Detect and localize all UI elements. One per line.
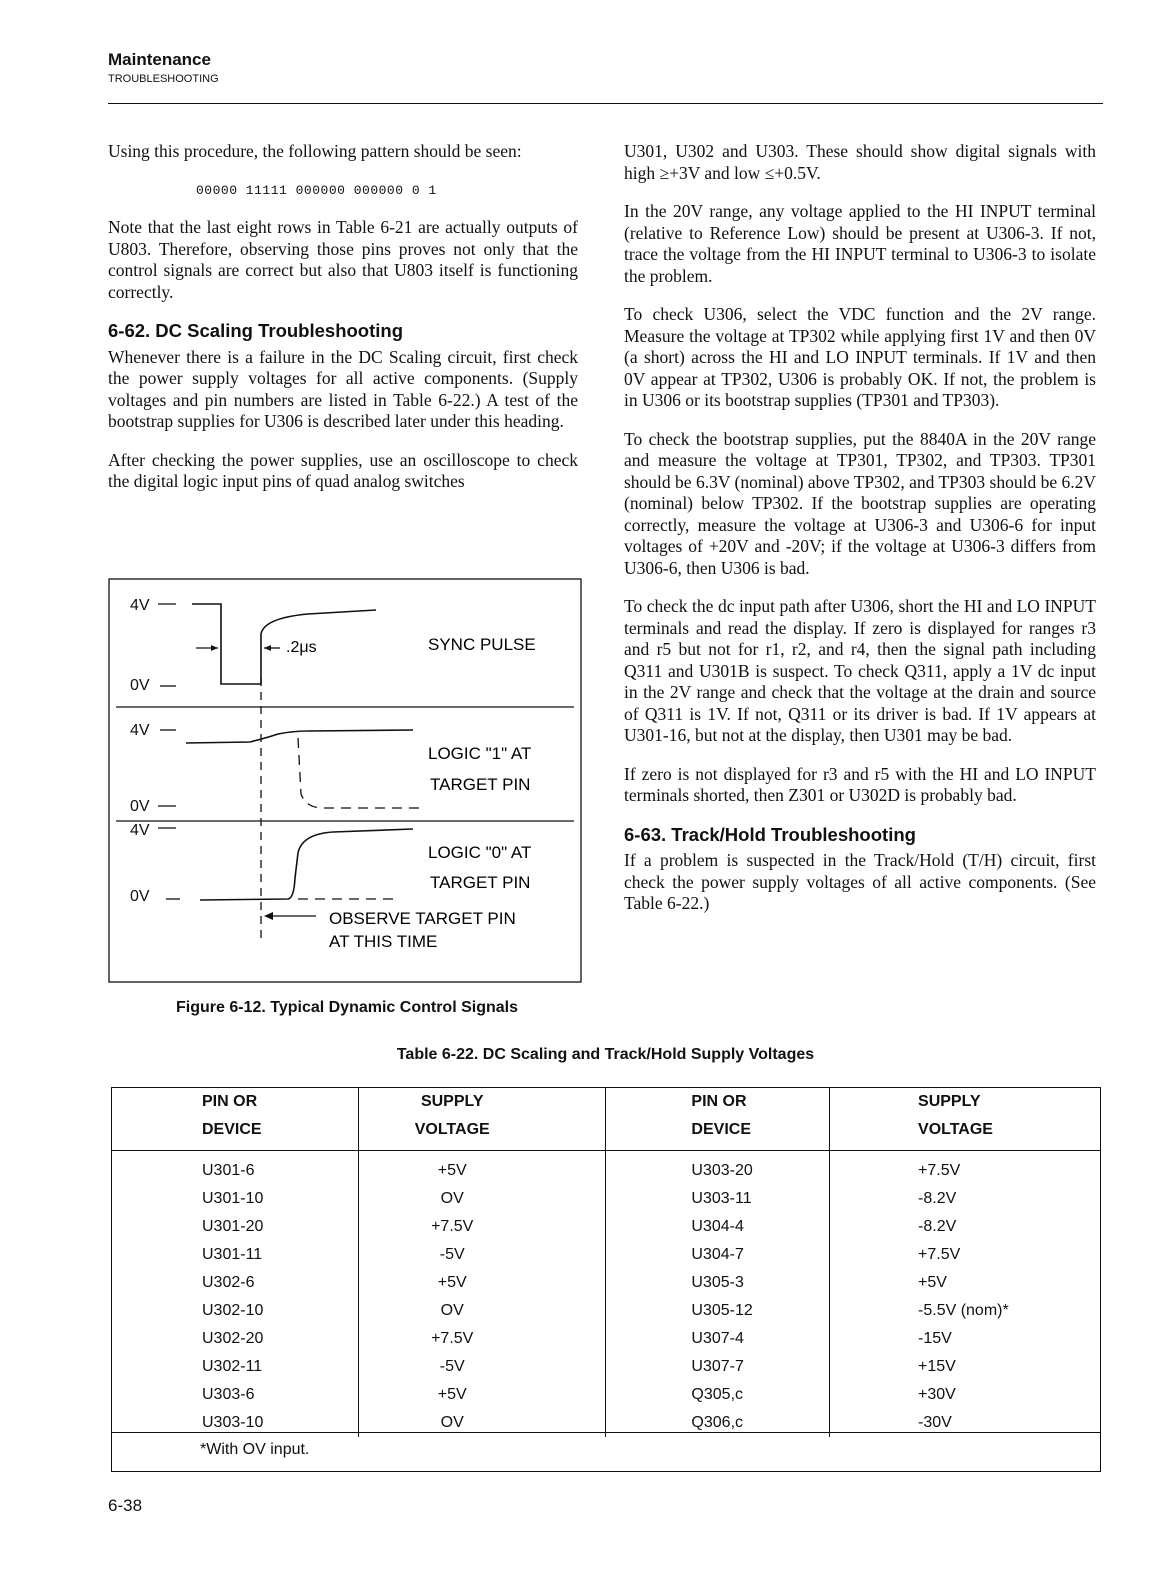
table-row	[112, 1353, 1100, 1381]
observe-label-line2: AT THIS TIME	[329, 932, 438, 951]
supply-voltage-cell: -5V	[359, 1241, 606, 1269]
logic0-waveform	[200, 829, 413, 900]
label-0v-logic0: 0V	[130, 888, 150, 905]
timing-diagram	[108, 578, 582, 983]
note-paragraph: Note that the last eight rows in Table 6-21 are actually outputs of U803. Therefore, observing those pins proves not only that the control signals are correct but also that U803 itself is functioning correctly.	[108, 217, 578, 302]
supply-voltage-cell: +5V	[359, 1269, 606, 1297]
supply-voltage-cell: +5V	[359, 1151, 606, 1186]
supply-voltage-cell: +7.5V	[918, 1246, 961, 1263]
table-row	[112, 1269, 1100, 1297]
observe-label-line1: OBSERVE TARGET PIN	[329, 909, 516, 928]
supply-voltage-cell: -5V	[359, 1353, 606, 1381]
dc-scaling-paragraph-1: Whenever there is a failure in the DC Scaling circuit, first check the power supply voltages for all active components. (Supply voltages and pin numbers are listed in Table 6-22.) A test of the bootstrap supplies for U306 is described later under this heading.	[108, 346, 578, 431]
figure-caption: Figure 6-12. Typical Dynamic Control Signals	[175, 999, 518, 1016]
label-4v-logic0: 4V	[130, 822, 150, 839]
supply-voltage-cell: +30V	[918, 1386, 956, 1403]
intro-paragraph: Using this procedure, the following pattern should be seen:	[108, 141, 522, 161]
sync-pulse-waveform	[192, 604, 376, 684]
supply-voltage-cell: OV	[359, 1185, 606, 1213]
header-supply-voltage-1-line2: VOLTAGE	[359, 1116, 606, 1151]
pin-device-cell: U305-3	[606, 1269, 830, 1297]
table-row	[112, 1185, 1100, 1213]
pin-device-cell: U303-10	[112, 1409, 359, 1437]
track-hold-paragraph: If a problem is suspected in the Track/Hold (T/H) circuit, first check the power supply voltages of all active components. (See Table 6-22.)	[624, 850, 1096, 913]
pin-device-cell: U302-10	[112, 1297, 359, 1325]
u306-check-paragraph: To check U306, select the VDC function and the 2V range. Measure the voltage at TP302 while applying first 1V and then 0V (a short) across the HI and LO INPUT terminals. If 1V and then 0V appear at TP302, U306 is probably OK. If not, the problem is in U306 or its bootstrap supplies (TP301 and TP303).	[624, 304, 1096, 410]
supply-voltage-cell: +5V	[359, 1381, 606, 1409]
logic1-label-line2: TARGET PIN	[430, 775, 531, 794]
supply-voltage-table	[111, 1087, 1101, 1472]
label-4v-sync: 4V	[130, 597, 150, 614]
right-column	[624, 141, 1096, 932]
bit-pattern: 00000 11111 000000 000000 0 1	[196, 182, 437, 198]
left-column	[108, 141, 578, 510]
label-4v-logic1: 4V	[130, 722, 150, 739]
logic1-waveform	[186, 730, 413, 743]
pin-device-cell: U305-12	[606, 1297, 830, 1325]
switch-signals-paragraph: U301, U302 and U303. These should show digital signals with high ≥+3V and low ≤+0.5V.	[624, 141, 1096, 183]
table-row	[112, 1241, 1100, 1269]
logic1-dashed-transition	[298, 738, 420, 808]
supply-voltage-cell: +5V	[918, 1274, 947, 1291]
heading-dc-scaling: 6-62. DC Scaling Troubleshooting	[108, 320, 404, 341]
pin-device-cell: U303-20	[606, 1151, 830, 1186]
pin-device-cell: U301-11	[112, 1241, 359, 1269]
page-number: 6-38	[108, 1496, 143, 1515]
pin-device-cell: U301-20	[112, 1213, 359, 1241]
section-subtitle: TROUBLESHOOTING	[108, 73, 219, 85]
table-row	[112, 1297, 1100, 1325]
header-pin-device-1-line2: DEVICE	[112, 1116, 359, 1151]
table-row	[112, 1381, 1100, 1409]
pin-device-cell: U301-10	[112, 1185, 359, 1213]
label-0v-sync: 0V	[130, 677, 150, 694]
pulse-width-label: .2μs	[286, 639, 317, 656]
table-caption: Table 6-22. DC Scaling and Track/Hold Supply Voltages	[396, 1046, 815, 1063]
pin-device-cell: U304-4	[606, 1213, 830, 1241]
table-footnote	[112, 1432, 1100, 1471]
pin-device-cell: U302-11	[112, 1353, 359, 1381]
supply-voltage-cell: -5.5V (nom)*	[918, 1302, 1009, 1319]
supply-voltage-cell: -30V	[918, 1414, 952, 1431]
pin-device-cell: U302-20	[112, 1325, 359, 1353]
header-pin-device-2: PIN OR	[606, 1088, 830, 1116]
supply-voltage-cell: -15V	[918, 1330, 952, 1347]
pin-device-cell: U307-4	[606, 1325, 830, 1353]
dc-input-path-paragraph: To check the dc input path after U306, short the HI and LO INPUT terminals and read the display. If zero is displayed for ranges r3 and r5 but not for r1, r2, and r4, then the signal path including Q311 and U301B is suspect. To check Q311, apply a 1V dc input in the 2V range and check that the voltage at the drain and source of Q311 is 1V. If not, Q311 or its driver is bad. If 1V appears at U301-16, but not at the display, then U301 may be bad.	[624, 596, 1096, 745]
pin-device-cell: U304-7	[606, 1241, 830, 1269]
supply-table-grid	[112, 1088, 1100, 1437]
pin-device-cell: U302-6	[112, 1269, 359, 1297]
supply-voltage-cell: OV	[359, 1409, 606, 1437]
logic0-label-line1: LOGIC "0" AT	[428, 843, 532, 862]
heading-track-hold: 6-63. Track/Hold Troubleshooting	[624, 823, 916, 845]
header-pin-device-1: PIN OR	[112, 1088, 359, 1116]
footnote-text: *With OV input.	[200, 1441, 310, 1458]
header-pin-device-2-line2: DEVICE	[606, 1116, 830, 1151]
supply-table-body	[112, 1151, 1100, 1438]
header-supply-voltage-2-line2: VOLTAGE	[830, 1116, 1100, 1151]
label-0v-logic1: 0V	[130, 798, 150, 815]
supply-voltage-cell: +7.5V	[359, 1213, 606, 1241]
table-row	[112, 1325, 1100, 1353]
supply-voltage-cell: -8.2V	[918, 1190, 957, 1207]
sync-pulse-label: SYNC PULSE	[428, 635, 536, 654]
hi-input-paragraph: In the 20V range, any voltage applied to the HI INPUT terminal (relative to Reference Low) should be present at U306-3. If not, trace the voltage from the HI INPUT terminal to U306-3 to isolate the problem.	[624, 201, 1096, 286]
supply-voltage-cell: -8.2V	[918, 1218, 957, 1235]
table-row	[112, 1213, 1100, 1241]
supply-voltage-cell: +7.5V	[359, 1325, 606, 1353]
supply-voltage-cell: +15V	[918, 1358, 956, 1375]
pin-device-cell: U301-6	[112, 1151, 359, 1186]
supply-voltage-cell: +7.5V	[918, 1162, 961, 1179]
pin-device-cell: U303-6	[112, 1381, 359, 1409]
table-row	[112, 1151, 1100, 1186]
supply-voltage-cell: OV	[359, 1297, 606, 1325]
pin-device-cell: Q306,c	[606, 1409, 830, 1437]
logic0-label-line2: TARGET PIN	[430, 873, 531, 892]
logic1-label-line1: LOGIC "1" AT	[428, 744, 532, 763]
zero-display-paragraph: If zero is not displayed for r3 and r5 with the HI and LO INPUT terminals shorted, then Z301 or U302D is probably bad.	[624, 763, 1096, 805]
pin-device-cell: U303-11	[606, 1185, 830, 1213]
pin-device-cell: Q305,c	[606, 1381, 830, 1409]
pin-device-cell: U307-7	[606, 1353, 830, 1381]
header-rule	[108, 103, 1103, 104]
section-title: Maintenance	[108, 50, 211, 69]
header-supply-voltage-1: SUPPLY	[359, 1088, 606, 1116]
header-supply-voltage-2: SUPPLY	[918, 1093, 981, 1110]
dc-scaling-paragraph-2: After checking the power supplies, use an oscilloscope to check the digital logic input pins of quad analog switches	[108, 449, 578, 491]
bootstrap-paragraph: To check the bootstrap supplies, put the 8840A in the 20V range and measure the voltage at TP301, TP302, and TP303. TP301 should be 6.3V (nominal) above TP302, and TP303 should be 6.2V (nominal) below TP302. If the bootstrap supplies are operating correctly, measure the voltage at U306-3 and U306-6 for input voltages of +20V and -20V; if the voltage at U306-3 differs from U306-6, then U306 is bad.	[624, 428, 1096, 578]
